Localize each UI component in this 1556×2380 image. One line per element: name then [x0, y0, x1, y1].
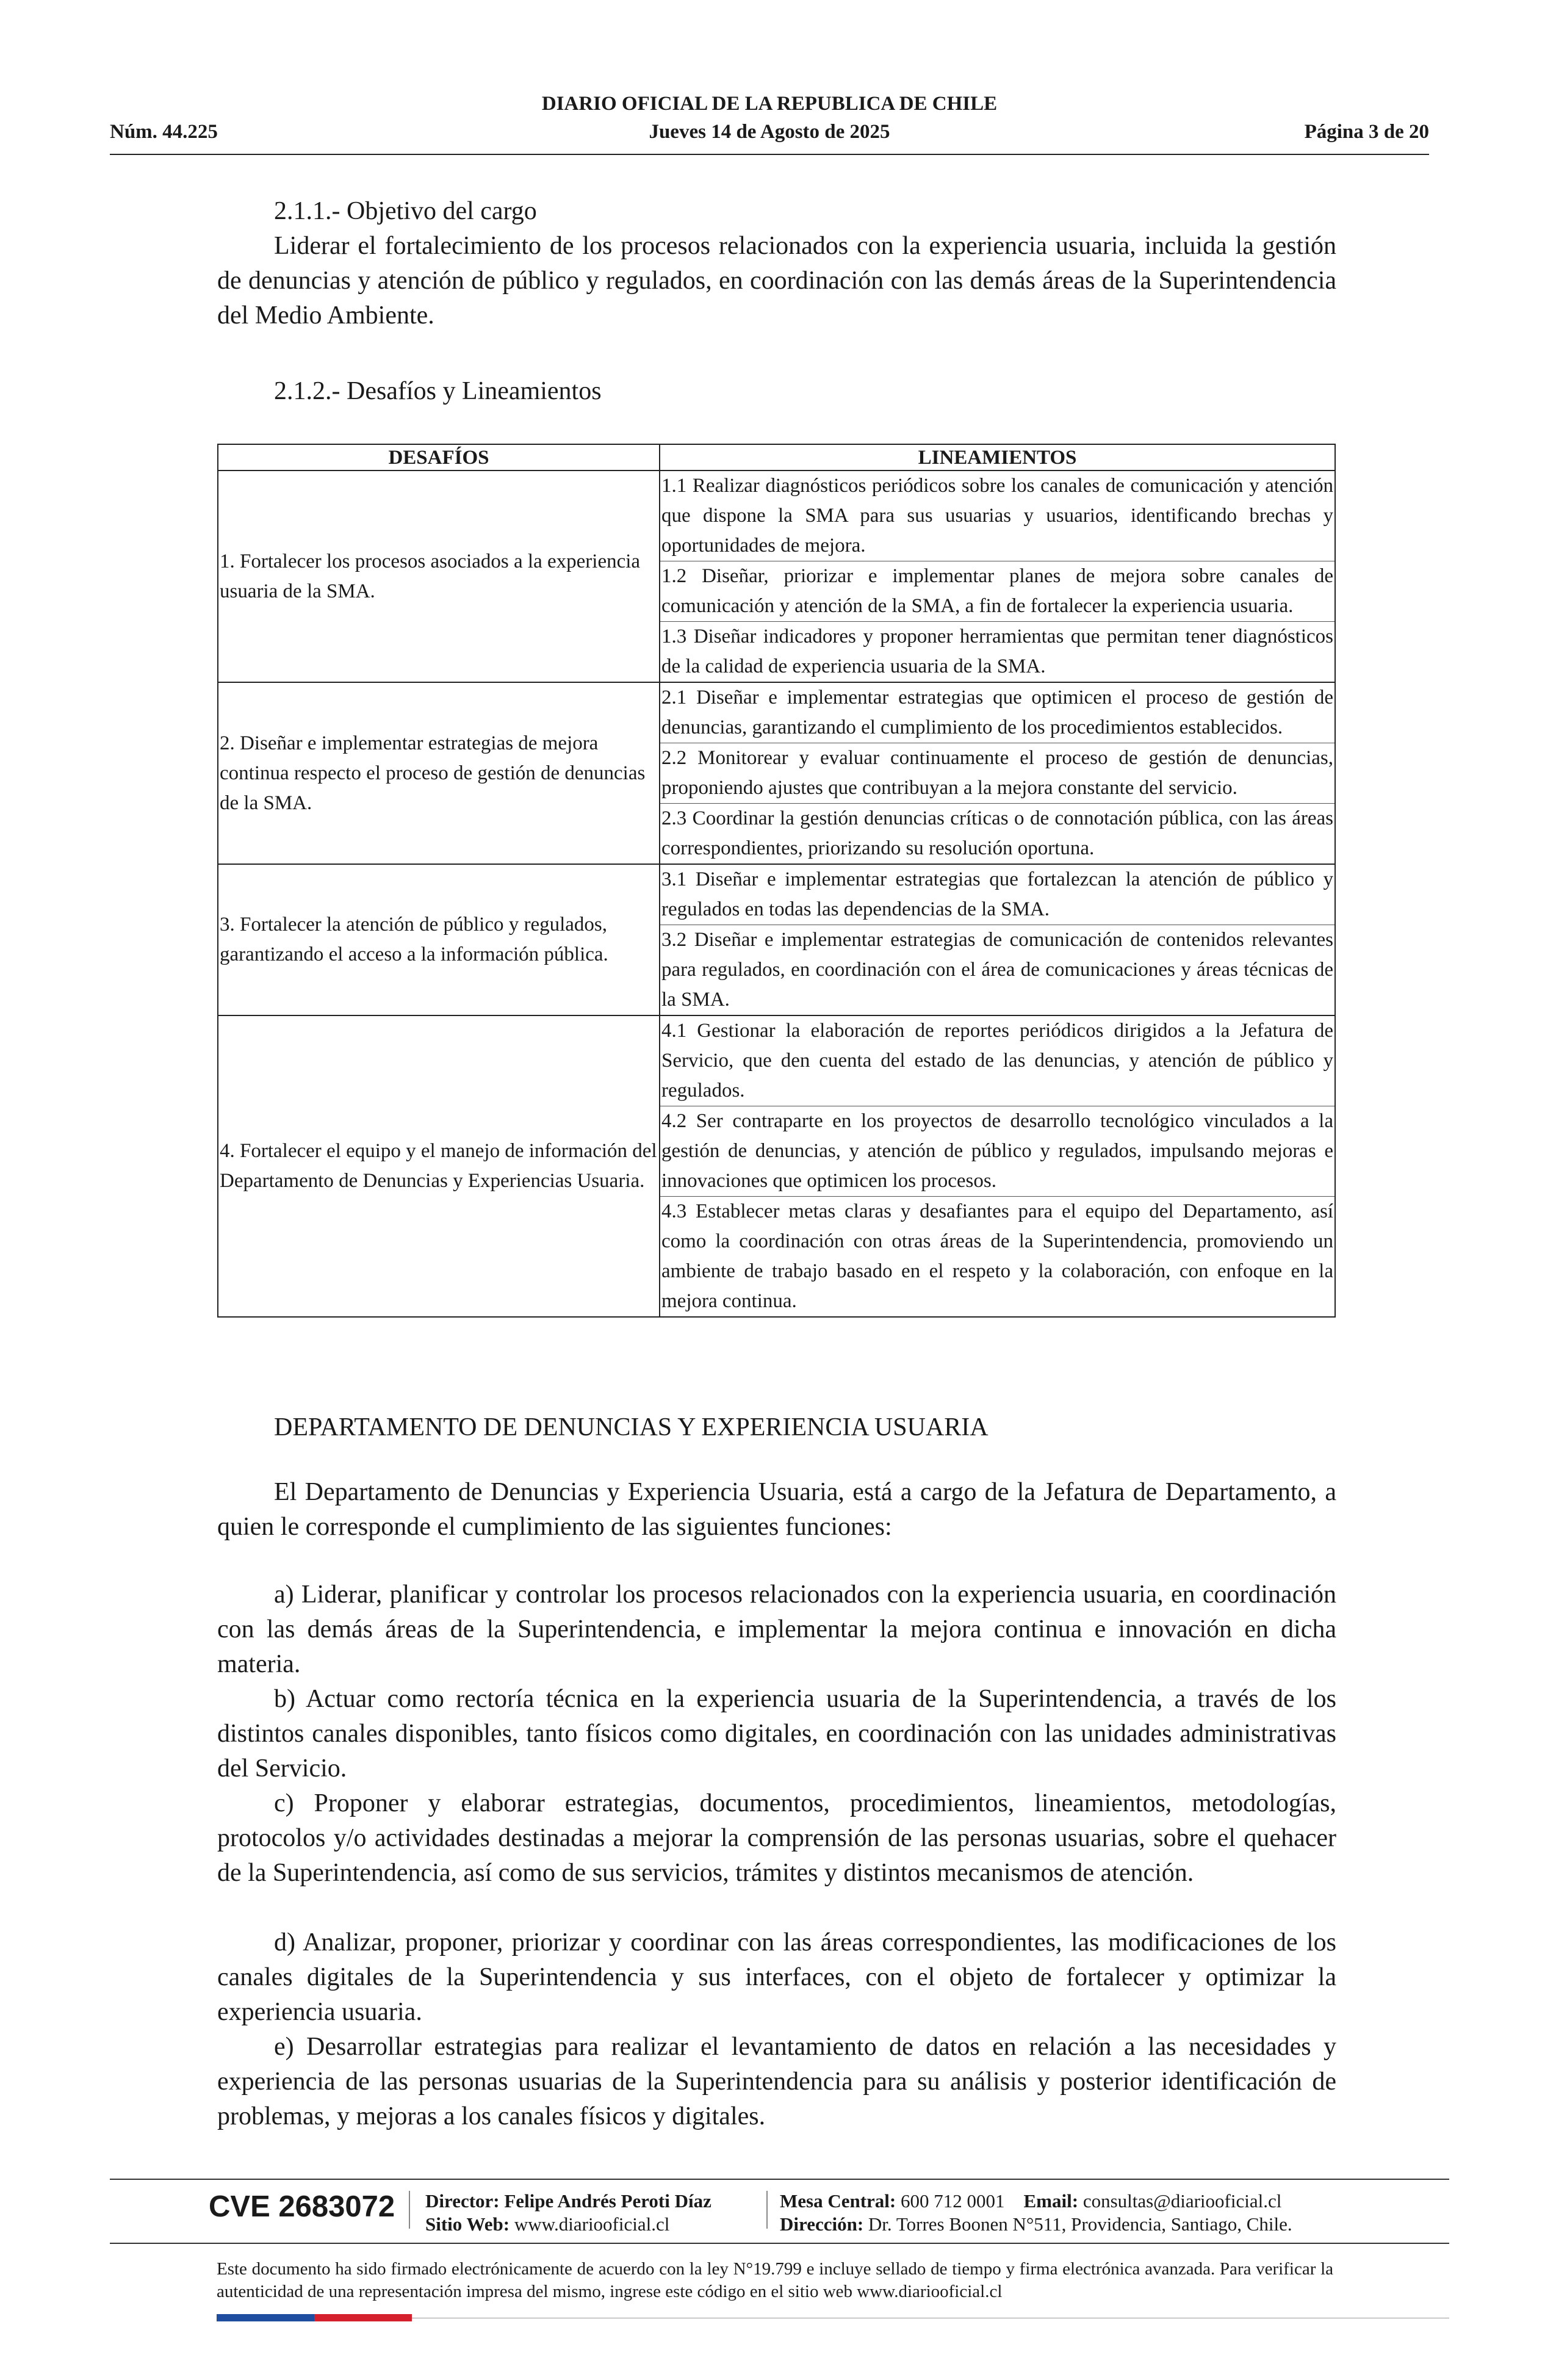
header-rule	[110, 154, 1429, 155]
page-footer	[110, 2179, 1449, 2319]
guidelines-cell	[660, 471, 1335, 682]
phone-label: Mesa Central:	[780, 2190, 896, 2212]
footer-contact-block	[780, 2190, 1292, 2236]
guideline-item: 1.2 Diseñar, priorizar e implementar planes de mejora sobre canales de comunicación y atención de la SMA, a fin de fortalecer la experiencia usuaria.	[660, 561, 1334, 621]
department-intro: El Departamento de Denuncias y Experiencia Usuaria, está a cargo de la Jefatura de Departamento, a quien le corresponde el cumplimiento de las siguientes funciones:	[217, 1478, 1336, 1541]
director-name: Felipe Andrés Peroti Díaz	[504, 2190, 711, 2212]
guideline-item: 3.2 Diseñar e implementar estrategias de comunicación de contenidos relevantes para regulados, en coordinación con el área de comunicaciones y áreas técnicas de la SMA.	[660, 925, 1334, 1015]
table-row	[218, 682, 1335, 864]
journal-title: DIARIO OFICIAL DE LA REPUBLICA DE CHILE	[541, 93, 998, 115]
function-d: d) Analizar, proponer, priorizar y coordinar con las áreas correspondientes, las modificaciones de los canales digitales de la Superintendencia y sus interfaces, con el objeto de fortalecer y optimizar la experiencia usuaria.	[217, 1928, 1336, 2026]
guideline-item: 2.3 Coordinar la gestión denuncias críticas o de connotación pública, con las áreas correspondientes, priorizando su resolución oportuna.	[660, 803, 1334, 864]
guideline-item: 4.3 Establecer metas claras y desafiantes para el equipo del Departamento, así como la coordinación con otras áreas de la Superintendencia, promoviendo un ambiente de trabajo basado en el respeto y la colaboración, con enfoque en la mejora continua.	[660, 1196, 1334, 1316]
guideline-item: 1.1 Realizar diagnósticos periódicos sobre los canales de comunicación y atención que dispone la SMA para sus usuarias y usuarios, identificando brechas y oportunidades de mejora.	[661, 475, 1333, 557]
issue-number: Núm. 44.225	[110, 121, 218, 143]
department-title: DEPARTAMENTO DE DENUNCIAS Y EXPERIENCIA USUARIA	[274, 1413, 989, 1441]
footer-divider	[766, 2191, 768, 2229]
email-link[interactable]: consultas@diariooficial.cl	[1082, 2190, 1282, 2212]
function-b: b) Actuar como rectoría técnica en la experiencia usuaria de la Superintendencia, a través de los distintos canales disponibles, tanto físicos como digitales, en coordinación con las unidades administrativas del Servicio.	[217, 1685, 1336, 1783]
page-header	[110, 93, 1429, 160]
page-number: Página 3 de 20	[1304, 121, 1429, 143]
table-row	[218, 471, 1335, 682]
footer-divider	[409, 2191, 410, 2229]
guideline-item: 4.1 Gestionar la elaboración de reportes periódicos dirigidos a la Jefatura de Servicio, que den cuenta del estado de las denuncias, y atención de público y regulados.	[661, 1020, 1333, 1102]
email-label: Email:	[1023, 2190, 1079, 2212]
guideline-item: 1.3 Diseñar indicadores y proponer herramientas que permitan tener diagnósticos de la calidad de experiencia usuaria de la SMA.	[660, 621, 1334, 682]
guideline-item: 2.2 Monitorear y evaluar continuamente el proceso de gestión de denuncias, proponiendo ajustes que contribuyan a la mejora constante del servicio.	[660, 743, 1334, 803]
footer-top-rule	[110, 2179, 1449, 2180]
challenge-cell: 2. Diseñar e implementar estrategias de mejora continua respecto el proceso de gestión de denuncias de la SMA.	[218, 682, 660, 864]
guideline-item: 4.2 Ser contraparte en los proyectos de desarrollo tecnológico vinculados a la gestión de denuncias, y atención de público y regulados, impulsando mejoras e innovaciones que optimicen los procesos.	[660, 1106, 1334, 1196]
director-label: Director:	[425, 2190, 500, 2212]
flag-blue-segment	[217, 2314, 314, 2321]
footer-mid-rule	[110, 2243, 1449, 2244]
flag-red-segment	[314, 2314, 412, 2321]
function-e: e) Desarrollar estrategias para realizar el levantamiento de datos en relación a las necesidades y experiencia de las personas usuarias de la Superintendencia para su análisis y posterior identificación de problemas, y mejoras a los canales físicos y digitales.	[217, 2033, 1336, 2130]
header-row	[110, 121, 1429, 148]
phone-number: 600 712 0001	[901, 2190, 1005, 2212]
table-header-row	[218, 444, 1335, 471]
challenge-cell: 4. Fortalecer el equipo y el manejo de información del Departamento de Denuncias y Experiencias Usuaria.	[218, 1015, 660, 1317]
signature-note: Este documento ha sido firmado electrónicamente de acuerdo con la ley N°19.799 e incluye sellado de tiempo y firma electrónica avanzada. Para verificar la autenticidad de una representación impresa del mismo, ingrese este código en el sitio web www.diariooficial.cl	[217, 2259, 1333, 2301]
challenge-cell: 1. Fortalecer los procesos asociados a la experiencia usuaria de la SMA.	[218, 471, 660, 682]
guidelines-cell	[660, 864, 1335, 1015]
address-text: Dr. Torres Boonen N°511, Providencia, Santiago, Chile.	[868, 2213, 1292, 2235]
guidelines-cell	[660, 1015, 1335, 1317]
table-row	[218, 1015, 1335, 1317]
flag-stripe	[217, 2314, 412, 2321]
address-label: Dirección:	[780, 2213, 864, 2235]
guidelines-cell	[660, 682, 1335, 864]
site-label: Sitio Web:	[425, 2213, 510, 2235]
objective-paragraph: Liderar el fortalecimiento de los procesos relacionados con la experiencia usuaria, incluida la gestión de denuncias y atención de público y regulados, en coordinación con las demás áreas de la Superintendencia del Medio Ambiente.	[217, 232, 1336, 330]
site-link[interactable]: www.diariooficial.cl	[514, 2213, 670, 2235]
challenges-table	[217, 444, 1336, 1318]
section-heading-challenges: 2.1.2.- Desafíos y Lineamientos	[274, 377, 602, 405]
section-heading-objective: 2.1.1.- Objetivo del cargo	[274, 197, 537, 225]
column-header-lineamientos: LINEAMIENTOS	[660, 444, 1335, 471]
function-c: c) Proponer y elaborar estrategias, documentos, procedimientos, lineamientos, metodologías, protocolos y/o actividades destinadas a mejorar la comprensión de las personas usuarias, sobre el quehacer de la Superintendencia, así como de sus servicios, trámites y distintos mecanismos de atención.	[217, 1789, 1336, 1887]
cve-code: CVE 2683072	[209, 2190, 395, 2223]
function-a: a) Liderar, planificar y controlar los procesos relacionados con la experiencia usuaria, en coordinación con las demás áreas de la Superintendencia, e implementar la mejora continua e innovación en dicha materia.	[217, 1581, 1336, 1678]
table-row	[218, 864, 1335, 1015]
guideline-item: 2.1 Diseñar e implementar estrategias que optimicen el proceso de gestión de denuncias, garantizando el cumplimiento de los procedimientos establecidos.	[661, 687, 1333, 738]
column-header-desafios: DESAFÍOS	[218, 444, 660, 471]
footer-director-block	[425, 2190, 711, 2236]
issue-date: Jueves 14 de Agosto de 2025	[649, 121, 890, 143]
guideline-item: 3.1 Diseñar e implementar estrategias que fortalezcan la atención de público y regulados en todas las dependencias de la SMA.	[661, 868, 1333, 920]
challenge-cell: 3. Fortalecer la atención de público y regulados, garantizando el acceso a la información pública.	[218, 864, 660, 1015]
